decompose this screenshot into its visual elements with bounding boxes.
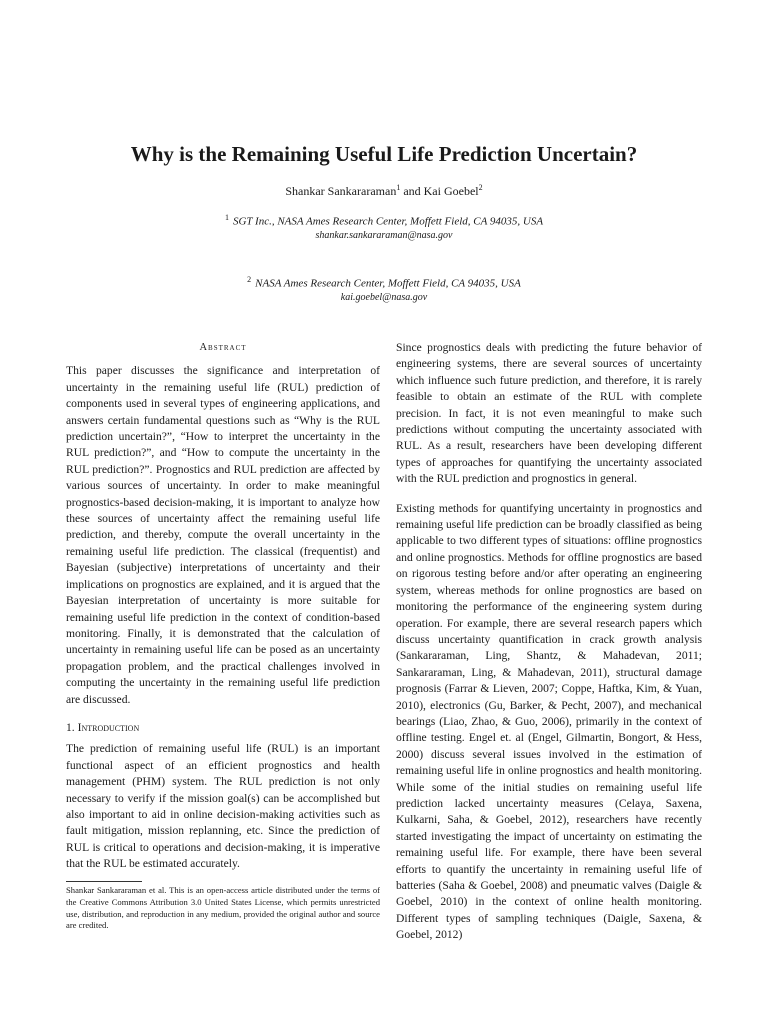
author-email: shankar.sankararaman@nasa.gov	[315, 230, 453, 241]
affiliation-mark: 2	[247, 275, 252, 284]
author-email: kai.goebel@nasa.gov	[340, 292, 428, 303]
affiliation-mark: 1	[396, 183, 401, 192]
right-column	[396, 340, 702, 944]
affiliation-mark: 2	[478, 183, 483, 192]
abstract-heading: Abstract	[199, 342, 247, 353]
section-heading: 1. Introduction	[66, 720, 140, 734]
license-footnote: Shankar Sankararaman et al. This is an open-access article distributed under the terms of the Creative Commons Attribution 3.0 United States License, which permits unrestricted use, distribution, and reproduction in any medium, provided the original author and source are credited.	[66, 885, 380, 931]
body-paragraph: Since prognostics deals with predicting the future behavior of engineering systems, there are several sources of uncertainty which influence such future prediction, and therefore, it is rarely feasible to obtain an estimate of the RUL with complete precision. In fact, it is not even meaningful to make such predictions without computing the uncertainty associated with RUL. As a result, researchers have been developing different types of approaches for quantifying the uncertainty associated with the RUL prediction and prognostics in general.	[396, 341, 702, 486]
left-column	[66, 340, 380, 873]
affiliation-2	[0, 275, 768, 290]
author-name: Shankar Sankararaman	[285, 184, 397, 198]
affiliation-1	[0, 213, 768, 228]
intro-paragraph: The prediction of remaining useful life (RUL) is an important functional aspect of an efficient prognostics and health management (PHM) system. The RUL prediction is not only necessary to verify if the mission goal(s) can be accomplished but also important to aid in online decision-making activities such as fault mitigation, mission replanning, etc. Since the prediction of RUL is critical to operations and decision-making, it is imperative that the RUL be estimated accurately.	[66, 742, 380, 871]
author-line	[0, 183, 768, 199]
abstract-text: This paper discusses the significance and interpretation of uncertainty in the remaining useful life (RUL) prediction of components used in several types of engineering applications, and answers certain fundamental questions such as “Why is the RUL prediction uncertain?”, “How to interpret the uncertainty in the RUL prediction?”, and “How to compute the uncertainty in the RUL prediction?”. Prognostics and RUL prediction are affected by various sources of uncertainty. In order to make meaningful prognostics-based decision-making, it is important to analyze how these sources of uncertainty affect the remaining useful life prediction, and thereby, compute the overall uncertainty in the remaining useful life prediction. The classical (frequentist) and Bayesian (subjective) interpretations of uncertainty and their implications on prognostics are explained, and it is argued that the Bayesian interpretation of uncertainty is more suitable for remaining useful life prediction in the context of condition-based monitoring. Finally, it is demonstrated that the calculation of uncertainty in remaining useful life can be posed as an uncertainty propagation problem, and the practical challenges involved in computing the uncertainty in the remaining useful life prediction are discussed.	[66, 364, 380, 706]
body-paragraph: Existing methods for quantifying uncertainty in prognostics and remaining useful life prediction can be broadly classified as being applicable to two different types of situations: offline prognostics and online prognostics. Methods for offline prognostics are based on rigorous testing before and/or after operating an engineering system, whereas methods for online prognostics are based on monitoring the performance of the engineering system during operation. For example, there are several research papers which discuss uncertainty quantification in crack growth analysis (Sankararaman, Ling, Shantz, & Mahadevan, 2011; Sankararaman, Ling, & Mahadevan, 2011), structural damage prognosis (Farrar & Lieven, 2007; Coppe, Haftka, Kim, & Yuan, 2010), electronics (Gu, Barker, & Pecht, 2007), and mechanical bearings (Liao, Zhao, & Guo, 2006), primarily in the context of offline testing. Engel et. al (Engel, Gilmartin, Bongort, & Hess, 2000) discuss several issues involved in the estimation of remaining useful life in online prognostics and health monitoring. While some of the initial studies on remaining useful life prediction lacked uncertainty measures (Celaya, Saxena, Kulkarni, Saha, & Goebel, 2012), researchers have recently started investigating the impact of uncertainty on estimating the remaining useful life. For example, there have been several efforts to quantify the uncertainty in remaining useful life of batteries (Saha & Goebel, 2008) and pneumatic valves (Daigle & Goebel, 2010) in the context of online health monitoring. Different types of sampling techniques (Daigle, Saxena, & Goebel, 2012)	[396, 501, 702, 942]
paper-title: Why is the Remaining Useful Life Prediction Uncertain?	[130, 142, 638, 166]
author-conjunction: and	[400, 184, 424, 198]
affiliation-text: NASA Ames Research Center, Moffett Field, CA 94035, USA	[255, 277, 521, 290]
footnote-divider	[66, 881, 142, 882]
author-name: Kai Goebel	[423, 184, 479, 198]
affiliation-text: SGT Inc., NASA Ames Research Center, Moffett Field, CA 94035, USA	[232, 215, 544, 228]
affiliation-mark: 1	[224, 213, 229, 222]
